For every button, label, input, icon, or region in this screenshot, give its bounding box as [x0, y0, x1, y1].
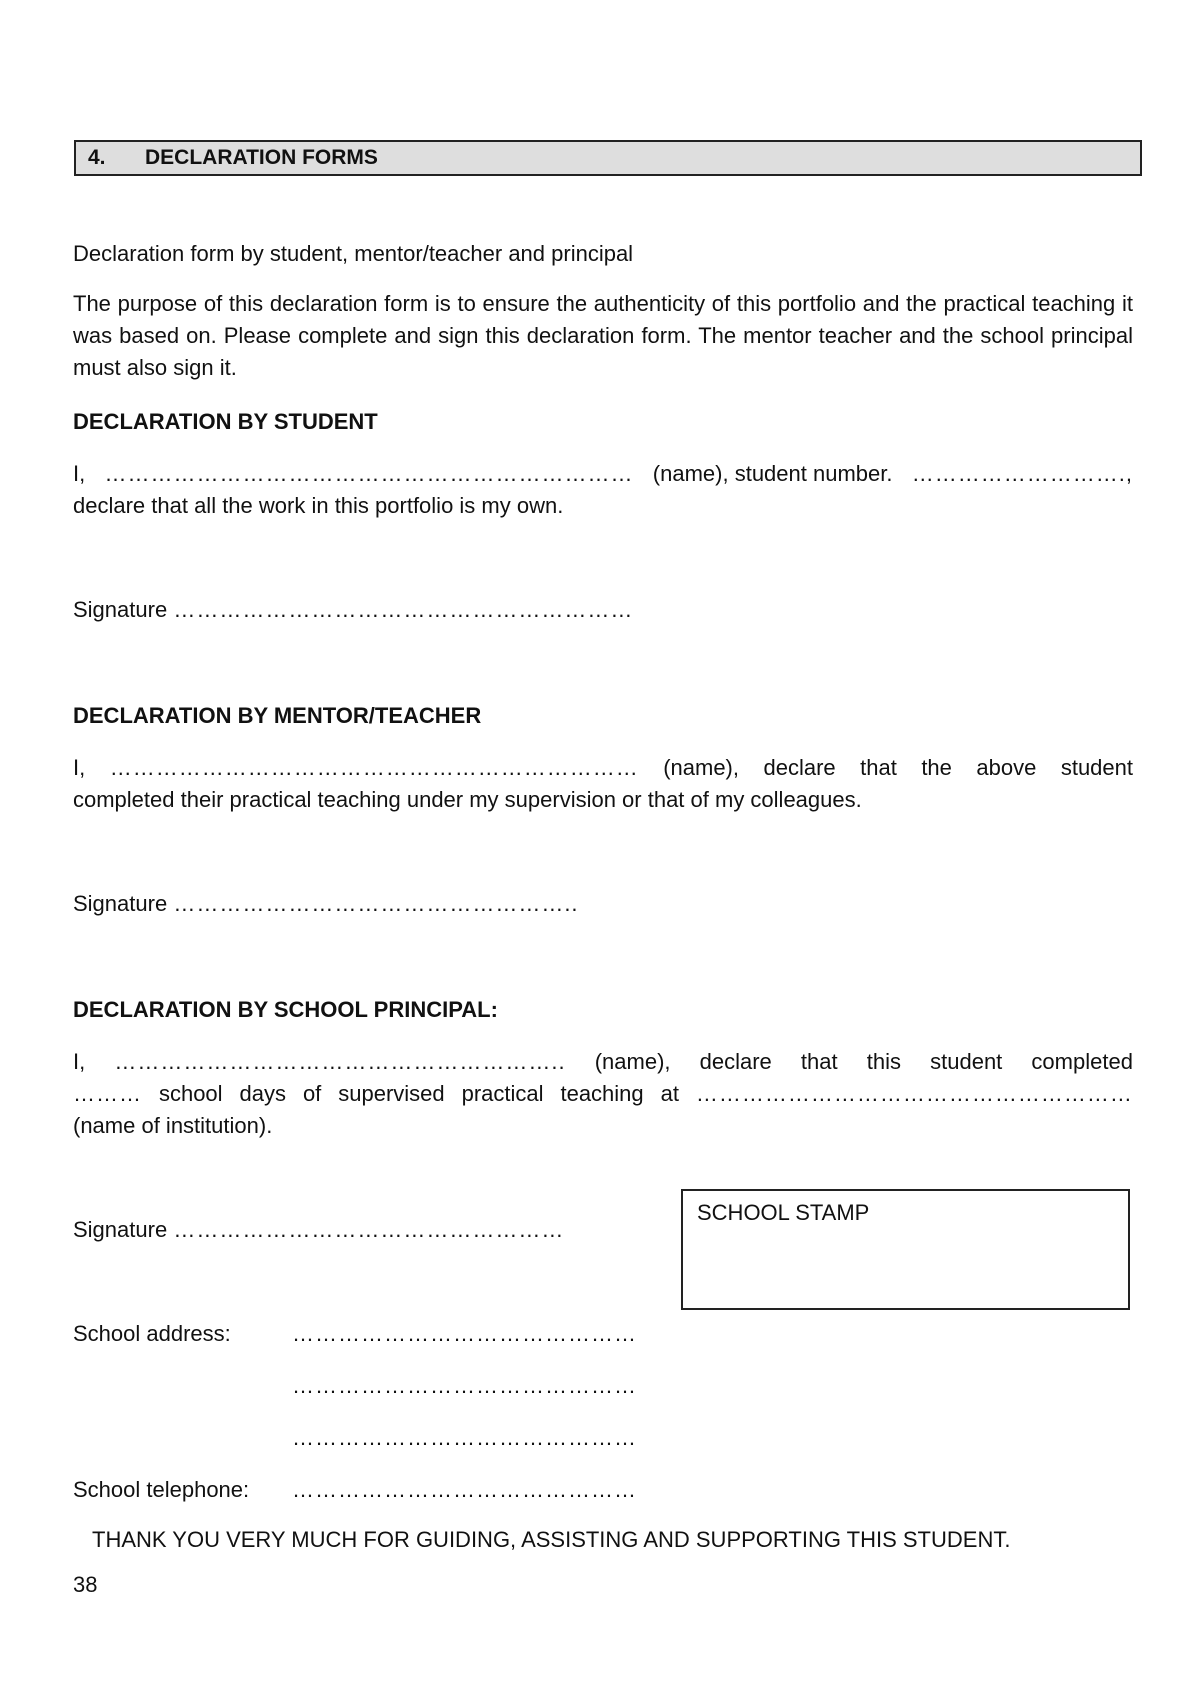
institution-label: (name of institution). — [73, 1113, 273, 1138]
school-telephone-field[interactable]: ……………………………………… — [292, 1477, 637, 1502]
student-signature-line — [73, 594, 633, 626]
section-number: 4. — [88, 146, 106, 169]
form-subtitle: Declaration form by student, mentor/teacher and principal — [73, 241, 634, 266]
school-telephone-label: School telephone: — [73, 1477, 250, 1502]
student-name-line — [73, 458, 1133, 490]
principal-declaration-heading: DECLARATION BY SCHOOL PRINCIPAL: — [73, 997, 498, 1022]
mentor-signature-line — [73, 888, 579, 920]
school-address-field-2[interactable]: ……………………………………… — [292, 1373, 637, 1398]
school-stamp-label: SCHOOL STAMP — [697, 1200, 870, 1225]
mentor-declaration-heading: DECLARATION BY MENTOR/TEACHER — [73, 703, 482, 728]
mentor-word: the — [921, 755, 952, 780]
principal-word: of — [302, 1081, 322, 1106]
student-signature-label: Signature — [73, 597, 168, 622]
student-signature-field[interactable]: …………………………………………………… — [173, 597, 634, 622]
purpose-paragraph: The purpose of this declaration form is to ensure the authenticity of this portfolio and the practical teaching it was based on. Please complete and sign this declaration form. The mentor teacher and the school principal must also sign it. — [73, 291, 1133, 380]
principal-name-field[interactable]: ………………………………………………….. — [114, 1049, 566, 1074]
school-address-field-1[interactable]: ……………………………………… — [292, 1321, 637, 1346]
principal-word: that — [800, 1049, 838, 1074]
student-i-label: I, — [73, 461, 86, 486]
mentor-name-line — [73, 752, 1133, 784]
principal-word: days — [239, 1081, 286, 1106]
mentor-signature-label: Signature — [73, 891, 168, 916]
mentor-word: that — [860, 755, 897, 780]
principal-word: completed — [1031, 1049, 1133, 1074]
school-address-label: School address: — [73, 1321, 231, 1346]
mentor-word: (name), — [663, 755, 739, 780]
institution-name-field[interactable]: ………………………………………………… — [695, 1081, 1133, 1106]
student-declaration-text: declare that all the work in this portfolio is my own. — [73, 493, 564, 518]
principal-signature-line — [73, 1214, 564, 1246]
mentor-declaration-text: completed their practical teaching under my supervision or that of my colleagues. — [73, 787, 862, 812]
section-title: DECLARATION FORMS — [145, 146, 378, 169]
school-stamp-box — [681, 1189, 1130, 1310]
school-days-field[interactable]: ……… — [73, 1081, 142, 1106]
section-header-box — [74, 140, 1142, 176]
mentor-word: declare — [763, 755, 836, 780]
principal-signature-label: Signature — [73, 1217, 168, 1242]
mentor-word: above — [976, 755, 1037, 780]
principal-signature-field[interactable]: …………………………………………… — [173, 1217, 565, 1242]
mentor-i-label: I, — [73, 755, 86, 780]
school-address-field-3[interactable]: ……………………………………… — [292, 1425, 637, 1450]
student-declaration-heading: DECLARATION BY STUDENT — [73, 409, 378, 434]
principal-word: practical — [461, 1081, 544, 1106]
principal-word: at — [660, 1081, 679, 1106]
principal-days-line — [73, 1078, 1133, 1110]
student-name-field[interactable]: …………………………………………………………… — [104, 461, 634, 486]
principal-word: this — [866, 1049, 901, 1074]
mentor-word: student — [1060, 755, 1133, 780]
mentor-signature-field[interactable]: …………………………………………….. — [173, 891, 579, 916]
principal-name-line — [73, 1046, 1133, 1078]
principal-word: student — [930, 1049, 1003, 1074]
principal-word: teaching — [560, 1081, 644, 1106]
principal-word: (name), — [594, 1049, 671, 1074]
student-number-field[interactable]: ………………………., — [911, 461, 1133, 486]
mentor-name-field[interactable]: …………………………………………………………… — [109, 755, 639, 780]
student-number-label: (name), student number. — [652, 461, 893, 486]
thank-you-note: THANK YOU VERY MUCH FOR GUIDING, ASSISTING AND SUPPORTING THIS STUDENT. — [92, 1527, 1011, 1552]
principal-word: declare — [699, 1049, 772, 1074]
principal-word: supervised — [338, 1081, 445, 1106]
principal-word: school — [158, 1081, 223, 1106]
page-number: 38 — [73, 1572, 98, 1597]
principal-i-label: I, — [73, 1049, 86, 1074]
